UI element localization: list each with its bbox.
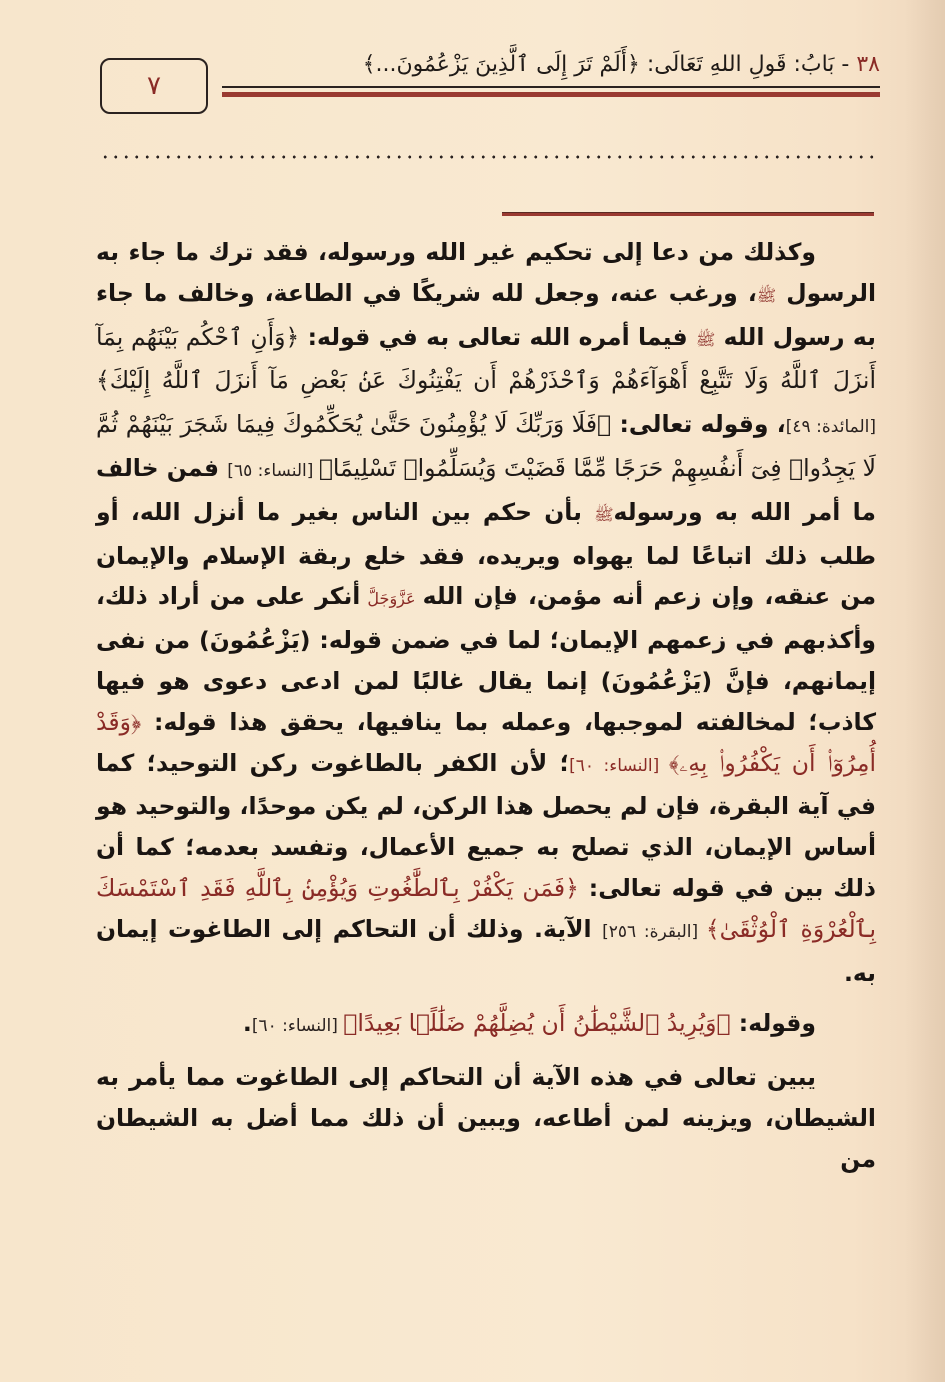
dotted-separator [100, 152, 875, 162]
chapter-title-prefix: - بَابُ: قَولِ اللهِ تَعَالَى: [639, 52, 857, 77]
chapter-number: ٣٨ [856, 52, 880, 77]
text-span: بأن حكم بين الناس بغير ما أنزل الله، أو طلب ذلك اتباعًا لما يهواه ويريده، فقد خلع ربقة الإسلام والإيمان من عنقه، وإن زعم أنه مؤمن، فإن الله [96, 497, 877, 611]
section-rule [502, 212, 874, 216]
text-span: . [242, 1009, 252, 1038]
page-number: ٧ [147, 71, 161, 101]
verse-reference: [النساء: ٦٠] [569, 755, 669, 776]
text-span: وقوله: [730, 1009, 816, 1038]
text-span: أنكر على من أراد ذلك، وأكذبهم في زعمهم الإيمان؛ لما في ضمن قوله: (يَزْعُمُونَ) من نفى إيمانهم، فإنَّ (يَزْعُمُونَ) إنما يقال غالبًا لمن ادعى دعوى هو فيها كاذب؛ لمخالفته لموجبها، وعمله بما ينافيها، يحقق هذا قوله: [96, 582, 876, 736]
paragraph-1 [96, 232, 876, 993]
text-span: ، ورغب عنه، وجعل لله شريكًا في الطاعة، وخالف ما جاء به رسول الله [96, 278, 876, 351]
salutation-glyph: ﷺ [594, 504, 614, 524]
quran-verse: ﴿وَأَنِ ٱحْكُم بَيْنَهُم بِمَآ أَنزَلَ ٱللَّهُ وَلَا تَتَّبِعْ أَهْوَآءَهُمْ وَٱحْذَرْهُمْ أَن يَفْتِنُوكَ عَنۢ بَعْضِ مَآ أَنزَلَ ٱللَّهُ إِلَيْكَ﴾ [96, 322, 876, 395]
page-header [100, 52, 880, 122]
text-span: فمن خالف ما أمر الله به ورسوله [96, 453, 876, 526]
verse-reference: [النساء: ٦٥] [227, 460, 319, 481]
quran-verse: ﴿وَيُرِيدُ ٱلشَّيْطَٰنُ أَن يُضِلَّهُمْ ضَلَٰلًۢا بَعِيدًا﴾ [343, 1009, 731, 1038]
paragraph-3 [96, 1057, 876, 1179]
page-number-box [100, 58, 208, 114]
quran-verse: ﴿فَمَن يَكْفُرْ بِٱلطَّٰغُوتِ وَيُؤْمِنۢ بِٱللَّهِ فَقَدِ ٱسْتَمْسَكَ بِٱلْعُرْوَةِ ٱلْوُثْقَىٰ﴾ [96, 873, 876, 943]
paragraph-2 [96, 1003, 876, 1047]
text-span: ، وقوله تعالى: [611, 410, 786, 439]
text-span: ؛ لأن الكفر بالطاغوت ركن التوحيد؛ كما في آية البقرة، فإن لم يحصل هذا الركن، لم يكن موحدًا، والتوحيد هو أساس الإيمان، الذي تصلح به جميع الأعمال، وتفسد بعدمه؛ كما أن ذلك بين في قوله تعالى: [96, 748, 876, 902]
salutation-glyph: ﷺ [756, 285, 777, 305]
quran-verse: ﴿فَلَا وَرَبِّكَ لَا يُؤْمِنُونَ حَتَّىٰ يُحَكِّمُوكَ فِيمَا شَجَرَ بَيْنَهُمْ ثُمَّ لَا يَجِدُوا۟ فِىٓ أَنفُسِهِمْ حَرَجًا مِّمَّا قَضَيْتَ وَيُسَلِّمُوا۟ تَسْلِيمًا﴾ [96, 410, 876, 482]
text-span: فيما أمره الله تعالى به في قوله: [299, 322, 696, 351]
text-span: يبين تعالى في هذه الآية أن التحاكم إلى الطاغوت مما يأمر به الشيطان، ويزينه لمن أطاعه، ويبين أن ذلك مما أضل به الشيطان من [96, 1063, 876, 1173]
header-rule-red [222, 92, 880, 97]
page-edge-shadow [905, 0, 945, 1382]
chapter-verse: ﴿أَلَمْ تَرَ إِلَى ٱلَّذِينَ يَزْعُمُونَ...﴾ [362, 52, 640, 77]
chapter-title [363, 52, 880, 77]
quran-verse: ﴿وَقَدْ أُمِرُوٓا۟ أَن يَكْفُرُوا۟ بِهِۦ﴾ [96, 707, 876, 777]
salutation-glyph: ﷺ [695, 329, 716, 349]
verse-reference: [المائدة: ٤٩] [785, 417, 876, 438]
body-text [96, 232, 876, 1180]
text-span: وكذلك من دعا إلى تحكيم غير الله ورسوله، فقد ترك ما جاء به الرسول [96, 238, 876, 307]
azza-wajal-glyph: عَزَّوَجَلَّ [360, 589, 423, 609]
text-span: الآية. وذلك أن التحاكم إلى الطاغوت إيمان به. [96, 914, 876, 987]
verse-reference: [النساء: ٦٠] [251, 1016, 344, 1037]
verse-reference: [البقرة: ٢٥٦] [602, 921, 706, 942]
header-rule-dark [222, 86, 880, 88]
